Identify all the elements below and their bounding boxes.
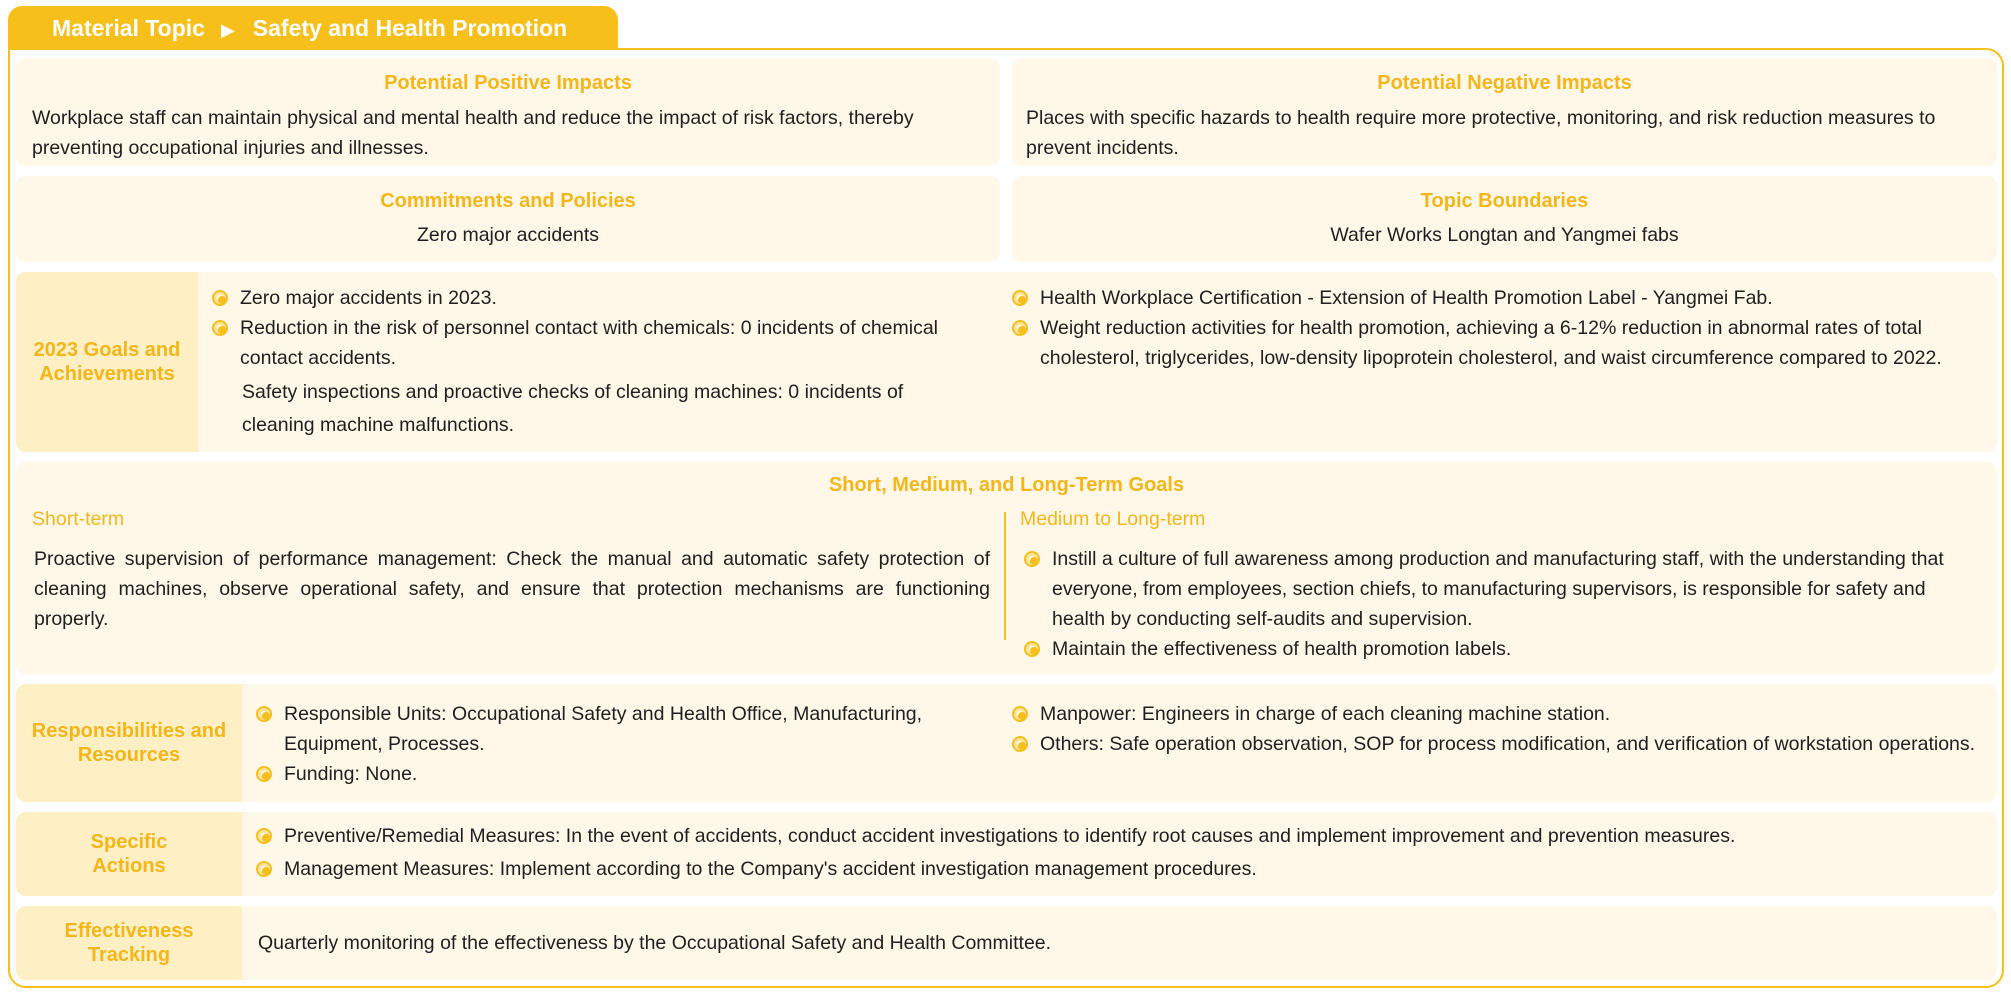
bullet-icon [212, 320, 228, 336]
boundaries-title: Topic Boundaries [1420, 190, 1589, 212]
list-item: Others: Safe operation observation, SOP for process modification, and verification of workstation operations. [1012, 729, 1983, 759]
list-item: Manpower: Engineers in charge of each cleaning machine station. [1012, 699, 1983, 729]
specific-actions-title: Specific Actions [16, 812, 242, 896]
list-item: Instill a culture of full awareness among production and manufacturing staff, with the understanding that everyone, from employees, section chiefs, to manufacturing supervisors, is responsible for safety and health by conducting self-audits and supervision. [1024, 544, 1983, 634]
term-goals-title: Short, Medium, and Long-Term Goals [828, 474, 1185, 496]
material-topic-label: Material Topic [52, 15, 205, 41]
long-term-list [1024, 544, 1983, 664]
responsibilities-right-list [1012, 699, 1983, 759]
negative-impacts-text: Places with specific hazards to health require more protective, monitoring, and risk reduction measures to prevent incidents. [1026, 107, 1936, 159]
goals-2023-box [16, 272, 1997, 452]
bullet-icon [256, 828, 272, 844]
goals-2023-right-list [1012, 283, 1983, 373]
goals-2023-title: 2023 Goals and Achievements [16, 272, 198, 452]
responsibilities-title: Responsibilities and Resources [16, 684, 242, 802]
bullet-icon [212, 290, 228, 306]
list-item: Preventive/Remedial Measures: In the event of accidents, conduct accident investigations to identify root causes and implement improvement and prevention measures. [256, 821, 1983, 851]
list-item: Health Workplace Certification - Extension of Health Promotion Label - Yangmei Fab. [1012, 283, 1983, 313]
bullet-icon [1024, 641, 1040, 657]
bullet-icon [1012, 290, 1028, 306]
list-item: Maintain the effectiveness of health promotion labels. [1024, 634, 1983, 664]
list-item: Responsible Units: Occupational Safety and Health Office, Manufacturing, Equipment, Processes. [256, 699, 1002, 759]
bullet-icon [256, 861, 272, 877]
effectiveness-tracking-text: Quarterly monitoring of the effectiveness by the Occupational Safety and Health Committee. [258, 932, 1052, 954]
bullet-icon [256, 706, 272, 722]
positive-impacts-text: Workplace staff can maintain physical and mental health and reduce the impact of risk factors, thereby preventing occupational injuries and illnesses. [32, 107, 914, 159]
short-term-label: Short-term [32, 508, 125, 530]
term-goals-box [16, 462, 1997, 674]
responsibilities-left-list [256, 699, 1002, 789]
specific-actions-list [256, 821, 1983, 884]
bullet-icon [1012, 320, 1028, 336]
list-item: Reduction in the risk of personnel contact with chemicals: 0 incidents of chemical contact accidents. [212, 313, 1002, 373]
commitments-box [16, 176, 1000, 262]
material-topic-tab [8, 6, 618, 50]
list-item: Zero major accidents in 2023. [212, 283, 1002, 313]
list-item: Funding: None. [256, 759, 1002, 789]
negative-impacts-box [1012, 58, 1997, 166]
short-term-text: Proactive supervision of performance management: Check the manual and automatic safety protection of cleaning machines, observe operational safety, and ensure that protection mechanisms are functioning properly. [34, 548, 990, 630]
list-item: Weight reduction activities for health promotion, achieving a 6-12% reduction in abnormal rates of total cholesterol, triglycerides, low-density lipoprotein cholesterol, and waist circumference compared to 2022. [1012, 313, 1983, 373]
bullet-icon [1024, 551, 1040, 567]
bullet-icon [1012, 736, 1028, 752]
bullet-icon [256, 766, 272, 782]
play-arrow-icon: ▶ [220, 20, 235, 40]
goals-2023-left-list [212, 283, 1002, 373]
bullet-icon [1012, 706, 1028, 722]
list-item: Management Measures: Implement according to the Company's accident investigation management procedures. [256, 854, 1983, 884]
long-term-label: Medium to Long-term [1020, 508, 1206, 530]
topic-title: Safety and Health Promotion [252, 15, 568, 41]
positive-impacts-box [16, 58, 1000, 166]
column-divider [1004, 512, 1006, 640]
commitments-text: Zero major accidents [416, 224, 600, 246]
negative-impacts-title: Potential Negative Impacts [1377, 72, 1632, 94]
commitments-title: Commitments and Policies [380, 190, 636, 212]
goals-2023-left-extra: Safety inspections and proactive checks of cleaning machines: 0 incidents of cleaning machine malfunctions. [242, 381, 904, 436]
positive-impacts-title: Potential Positive Impacts [384, 72, 632, 94]
specific-actions-box [16, 812, 1997, 896]
effectiveness-tracking-title: Effectiveness Tracking [16, 906, 242, 980]
boundaries-box [1012, 176, 1997, 262]
effectiveness-tracking-box [16, 906, 1997, 980]
boundaries-text: Wafer Works Longtan and Yangmei fabs [1330, 224, 1679, 246]
responsibilities-box [16, 684, 1997, 802]
